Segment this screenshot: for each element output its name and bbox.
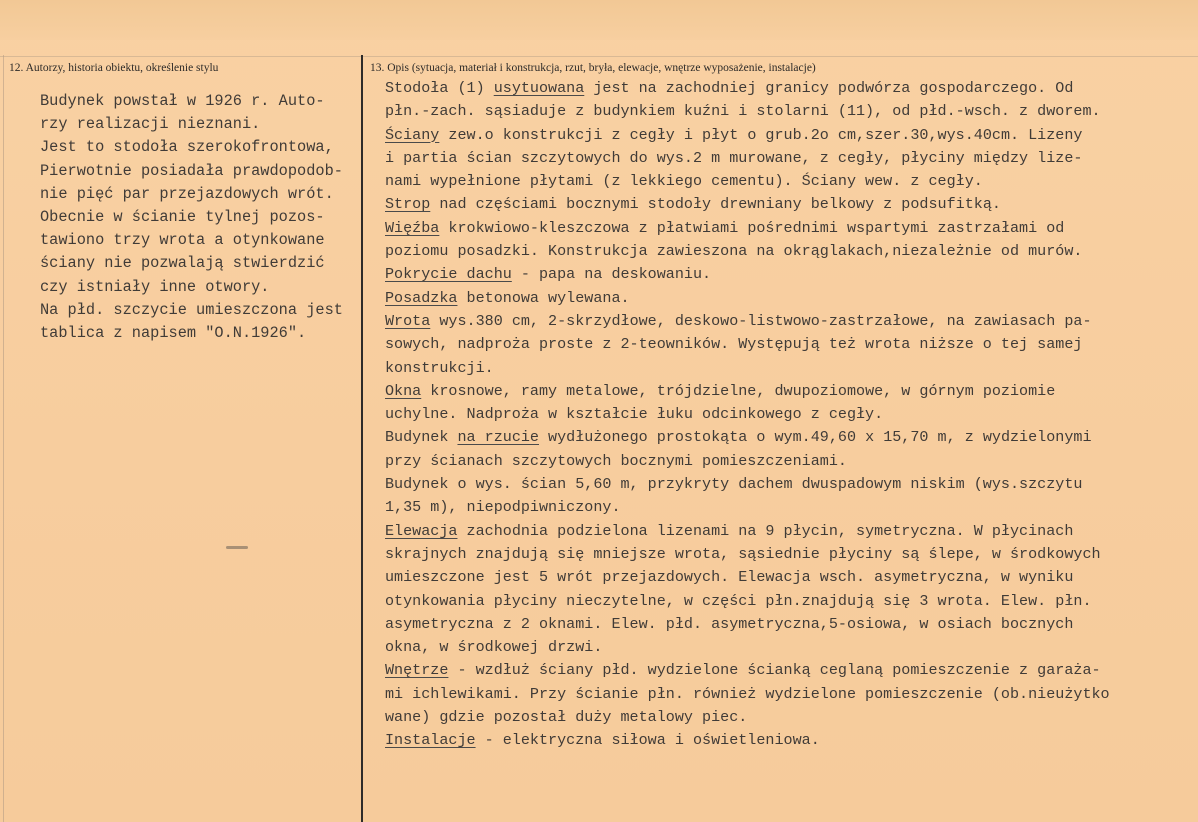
keyword-strop: Strop (385, 195, 431, 214)
description-line: konstrukcji. (385, 358, 494, 377)
description-line: Stodoła (1) (385, 79, 494, 97)
description-line: otynkowania płyciny nieczytelne, w części płn.znajdują się 3 wrota. Elew. płn. (385, 591, 1092, 610)
section-13-heading: 13. Opis (sytuacja, materiał i konstrukcja, rzut, bryła, elewacje, wnętrze wyposażenie, instalacje) (370, 62, 816, 74)
description-text (385, 77, 1110, 753)
description-line: zew.o konstrukcji z cegły i płyt o grub.2o cm,szer.30,wys.40cm. Lizeny (439, 125, 1083, 144)
description-line: betonowa wylewana. (457, 288, 630, 307)
history-line: Budynek powstał w 1926 r. Auto- (40, 92, 325, 110)
history-line: Jest to stodoła szerokofrontowa, (40, 138, 334, 157)
description-line: przy ścianach szczytowych bocznymi pomieszczeniami. (385, 451, 847, 470)
history-line: tablica z napisem "O.N.1926". (40, 324, 307, 343)
description-line: - wzdłuż ściany płd. wydzielone ścianką ceglaną pomieszczenie z garaża- (448, 661, 1101, 680)
description-line: sowych, nadproża proste z 2-teowników. Występują też wrota niższe o tej samej (385, 335, 1083, 354)
description-line: krokwiowo-kleszczowa z płatwiami pośrednimi wspartymi zastrzałami od (439, 218, 1065, 237)
description-line: wys.380 cm, 2-skrzydłowe, deskowo-listwowo-zastrzałowe, na zawiasach pa- (430, 311, 1092, 330)
history-line: ściany nie pozwalają stwierdzić (40, 254, 325, 273)
description-line: nami wypełnione płytami (z lekkiego cementu). Ściany wew. z cegły. (385, 172, 983, 191)
section-12-heading: 12. Autorzy, historia obiektu, określenie stylu (9, 62, 219, 74)
left-margin-rule (3, 55, 4, 822)
paper-speck (226, 546, 248, 549)
description-line: Budynek o wys. ścian 5,60 m, przykryty dachem dwuspadowym niskim (wys.szczytu (385, 475, 1083, 494)
keyword-wrota: Wrota (385, 311, 431, 330)
description-line: okna, w środkowej drzwi. (385, 638, 603, 657)
description-line: nad częściami bocznymi stodoły drewniany belkowy z podsufitką. (430, 195, 1001, 214)
description-line: jest na zachodniej granicy podwórza gospodarczego. Od (584, 79, 1074, 97)
keyword-instalacje: Instalacje (385, 731, 476, 750)
keyword-na-rzucie: na rzucie (457, 428, 539, 447)
description-line: umieszczone jest 5 wrót przejazdowych. Elewacja wsch. asymetryczna, w wyniku (385, 568, 1074, 587)
keyword-wnetrze: Wnętrze (385, 661, 449, 680)
card-top-edge (0, 0, 1198, 40)
keyword-okna: Okna (385, 381, 422, 400)
keyword-elewacja: Elewacja (385, 521, 458, 540)
description-line: poziomu posadzki. Konstrukcja zawieszona na okrąglakach,niezależnie od murów. (385, 242, 1083, 261)
history-text (40, 90, 343, 345)
history-line: tawiono trzy wrota a otynkowane (40, 231, 325, 250)
history-line: Pierwotnie posiadała prawdopodob- (40, 161, 343, 180)
description-line: - elektryczna siłowa i oświetleniowa. (475, 731, 820, 750)
history-line: czy istniały inne otwory. (40, 277, 270, 296)
description-line: uchylne. Nadproża w kształcie łuku odcinkowego z cegły. (385, 405, 884, 424)
history-line: nie pięć par przejazdowych wrót. (40, 184, 334, 203)
history-line: rzy realizacji nieznani. (40, 115, 261, 134)
column-divider (361, 55, 363, 822)
keyword-wiezba: Więźba (385, 218, 440, 237)
keyword-posadzka: Posadzka (385, 288, 458, 307)
description-line: mi ichlewikami. Przy ścianie płn. również wydzielone pomieszczenie (ob.nieużytko (385, 684, 1110, 703)
keyword-sciany: Ściany (385, 125, 440, 144)
description-line: asymetryczna z 2 oknami. Elew. płd. asymetryczna,5-osiowa, w osiach bocznych (385, 614, 1074, 633)
description-line: 1,35 m), niepodpiwniczony. (385, 498, 621, 517)
description-line: - papa na deskowaniu. (511, 265, 712, 284)
history-line: Obecnie w ścianie tylnej pozos- (40, 208, 325, 227)
description-line: krosnowe, ramy metalowe, trójdzielne, dwupoziomowe, w górnym poziomie (421, 381, 1056, 400)
header-rule (0, 56, 1198, 57)
keyword-usytuowana: usytuowana (493, 79, 585, 97)
description-line: zachodnia podzielona lizenami na 9 płycin, symetryczna. W płycinach (457, 521, 1074, 540)
description-line: i partia ścian szczytowych do wys.2 m murowane, z cegły, płyciny między lize- (385, 148, 1083, 167)
history-line: Na płd. szczycie umieszczona jest (40, 300, 343, 319)
description-line: wydłużonego prostokąta o wym.49,60 x 15,70 m, z wydzielonymi (539, 428, 1092, 447)
description-line: płn.-zach. sąsiaduje z budynkiem kuźni i stolarni (11), od płd.-wsch. z dworem. (385, 102, 1101, 121)
keyword-pokrycie-dachu: Pokrycie dachu (385, 265, 512, 284)
description-line: skrajnych znajdują się mniejsze wrota, sąsiednie płyciny są ślepe, w środkowych (385, 544, 1101, 563)
description-line: wane) gdzie pozostał duży metalowy piec. (385, 708, 748, 727)
description-line: Budynek (385, 428, 458, 447)
